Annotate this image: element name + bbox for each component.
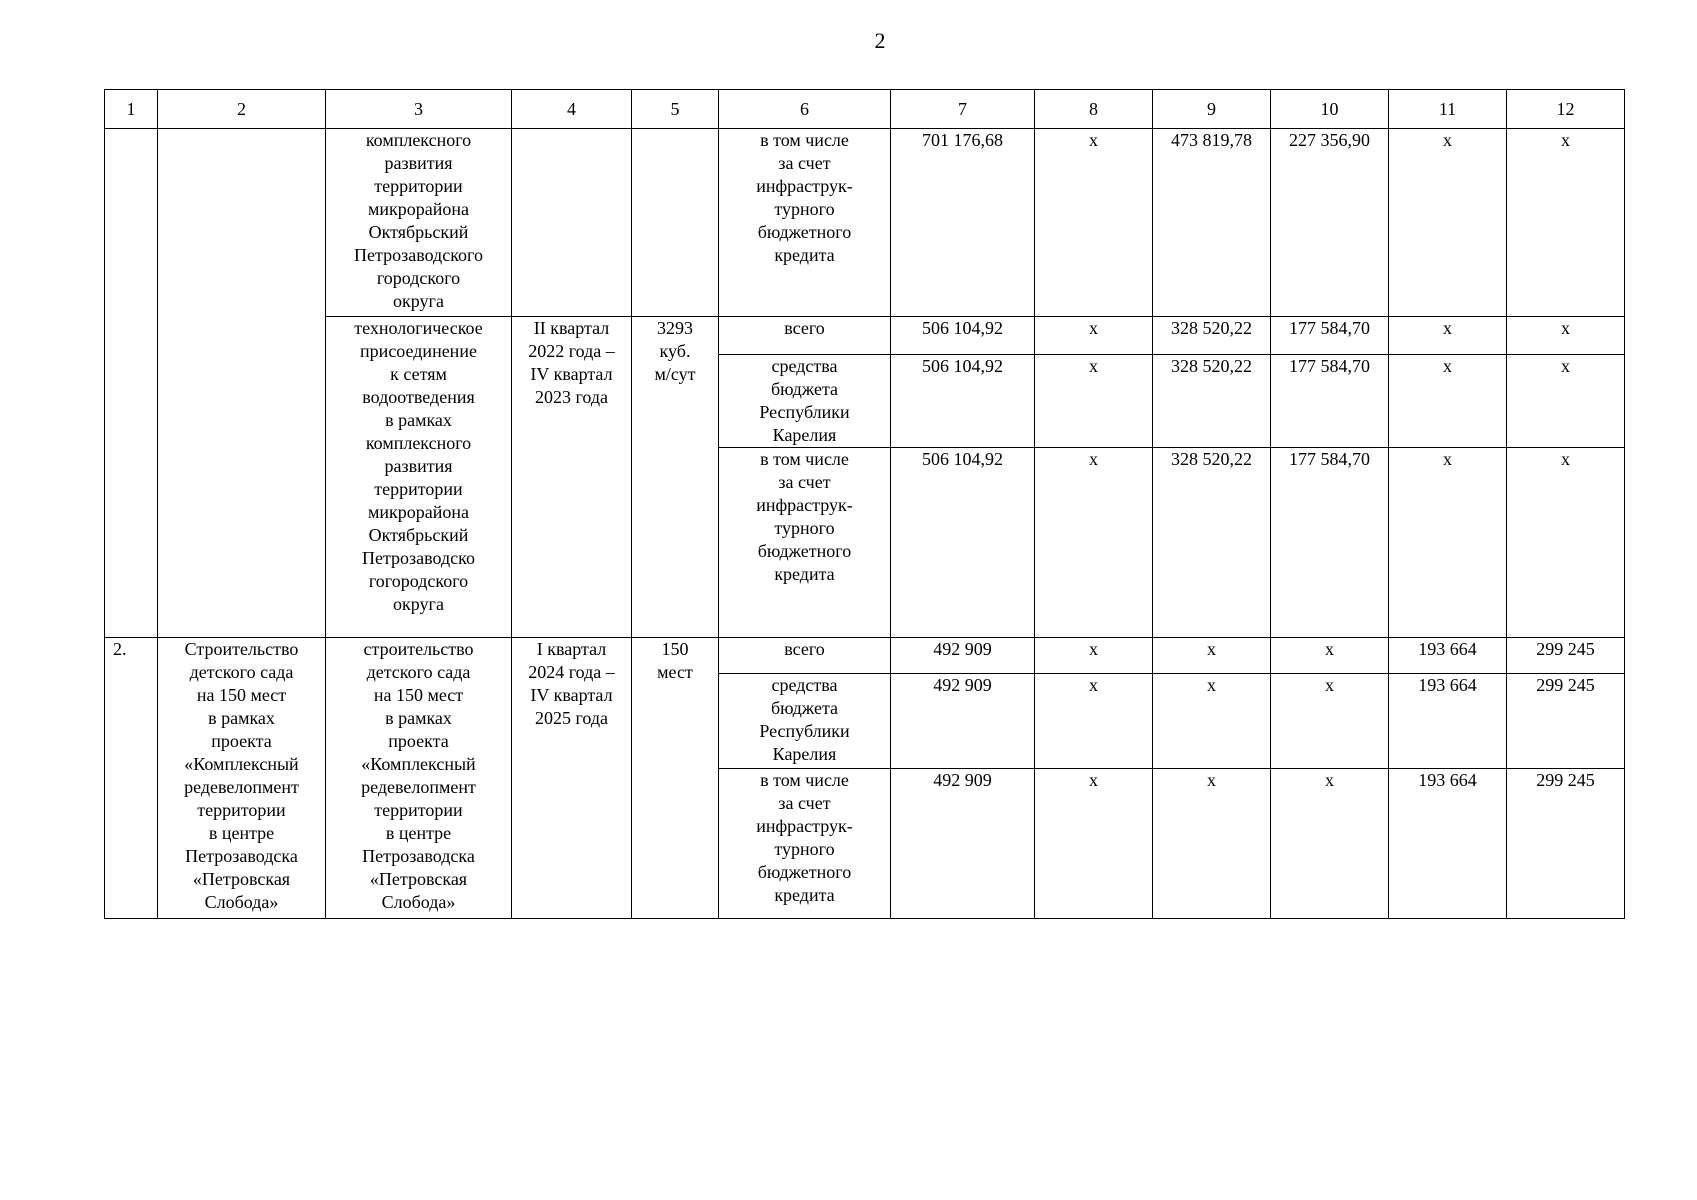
value-cell: 328 520,22 — [1153, 355, 1271, 448]
object-name-cell — [158, 129, 326, 638]
value-cell: х — [1389, 355, 1507, 448]
value-cell: 506 104,92 — [891, 355, 1035, 448]
value-cell: 492 909 — [891, 638, 1035, 674]
value-cell: 328 520,22 — [1153, 317, 1271, 355]
value-cell: х — [1389, 129, 1507, 317]
value-cell: 506 104,92 — [891, 448, 1035, 638]
capacity-cell: 3293 куб. м/сут — [632, 317, 719, 638]
period-cell: I квартал 2024 года – IV квартал 2025 года — [512, 638, 632, 919]
header-cell: 3 — [326, 90, 512, 129]
header-cell: 12 — [1507, 90, 1625, 129]
value-cell: 177 584,70 — [1271, 355, 1389, 448]
header-cell: 9 — [1153, 90, 1271, 129]
event-name-cell: строительство детского сада на 150 мест в рамках проекта «Комплексный редевелопмент территории в центре Петрозаводска «Петровская Слобода» — [326, 638, 512, 919]
funding-source-cell: всего — [719, 638, 891, 674]
event-name-cell: комплексного развития территории микрорайона Октябрьский Петрозаводского городского округа — [326, 129, 512, 317]
funding-source-cell: в том числе за счет инфраструк- турного бюджетного кредита — [719, 448, 891, 638]
value-cell: 177 584,70 — [1271, 317, 1389, 355]
capacity-cell — [632, 129, 719, 317]
value-cell: 299 245 — [1507, 674, 1625, 769]
value-cell: х — [1389, 317, 1507, 355]
header-cell: 8 — [1035, 90, 1153, 129]
value-cell: х — [1271, 638, 1389, 674]
budget-table — [104, 89, 1625, 919]
table-row — [105, 129, 1625, 317]
value-cell: х — [1389, 448, 1507, 638]
object-name-cell: Строительство детского сада на 150 мест в рамках проекта «Комплексный редевелопмент территории в центре Петрозаводска «Петровская Слобода» — [158, 638, 326, 919]
header-cell: 6 — [719, 90, 891, 129]
value-cell: 492 909 — [891, 769, 1035, 919]
value-cell: 492 909 — [891, 674, 1035, 769]
row-number-cell: 2. — [105, 638, 158, 919]
value-cell: 299 245 — [1507, 769, 1625, 919]
value-cell: х — [1153, 638, 1271, 674]
value-cell: 506 104,92 — [891, 317, 1035, 355]
value-cell: х — [1271, 769, 1389, 919]
header-cell: 11 — [1389, 90, 1507, 129]
value-cell: 299 245 — [1507, 638, 1625, 674]
header-cell: 10 — [1271, 90, 1389, 129]
table-header-row — [105, 90, 1625, 129]
period-cell — [512, 129, 632, 317]
value-cell: х — [1035, 129, 1153, 317]
table-row — [105, 638, 1625, 674]
table-row — [105, 317, 1625, 355]
value-cell: 177 584,70 — [1271, 448, 1389, 638]
header-cell: 4 — [512, 90, 632, 129]
value-cell: х — [1507, 317, 1625, 355]
value-cell: 701 176,68 — [891, 129, 1035, 317]
value-cell: х — [1507, 129, 1625, 317]
funding-source-cell: в том числе за счет инфраструк- турного бюджетного кредита — [719, 129, 891, 317]
value-cell: х — [1507, 448, 1625, 638]
event-name-cell: технологическое присоединение к сетям водоотведения в рамках комплексного развития территории микрорайона Октябрьский Петрозаводско гогородского округа — [326, 317, 512, 638]
header-cell: 2 — [158, 90, 326, 129]
value-cell: х — [1153, 769, 1271, 919]
value-cell: х — [1035, 317, 1153, 355]
funding-source-cell: всего — [719, 317, 891, 355]
value-cell: 227 356,90 — [1271, 129, 1389, 317]
value-cell: 193 664 — [1389, 769, 1507, 919]
value-cell: х — [1035, 355, 1153, 448]
value-cell: х — [1507, 355, 1625, 448]
value-cell: 193 664 — [1389, 638, 1507, 674]
value-cell: х — [1271, 674, 1389, 769]
value-cell: х — [1035, 769, 1153, 919]
header-cell: 5 — [632, 90, 719, 129]
period-cell: II квартал 2022 года – IV квартал 2023 года — [512, 317, 632, 638]
funding-source-cell: средства бюджета Республики Карелия — [719, 355, 891, 448]
row-number-cell — [105, 129, 158, 638]
funding-source-cell: в том числе за счет инфраструк- турного бюджетного кредита — [719, 769, 891, 919]
capacity-cell: 150 мест — [632, 638, 719, 919]
header-cell: 7 — [891, 90, 1035, 129]
value-cell: 328 520,22 — [1153, 448, 1271, 638]
value-cell: х — [1035, 674, 1153, 769]
header-cell: 1 — [105, 90, 158, 129]
value-cell: 473 819,78 — [1153, 129, 1271, 317]
funding-source-cell: средства бюджета Республики Карелия — [719, 674, 891, 769]
value-cell: х — [1035, 638, 1153, 674]
value-cell: 193 664 — [1389, 674, 1507, 769]
page-number: 2 — [874, 28, 886, 53]
value-cell: х — [1035, 448, 1153, 638]
value-cell: х — [1153, 674, 1271, 769]
